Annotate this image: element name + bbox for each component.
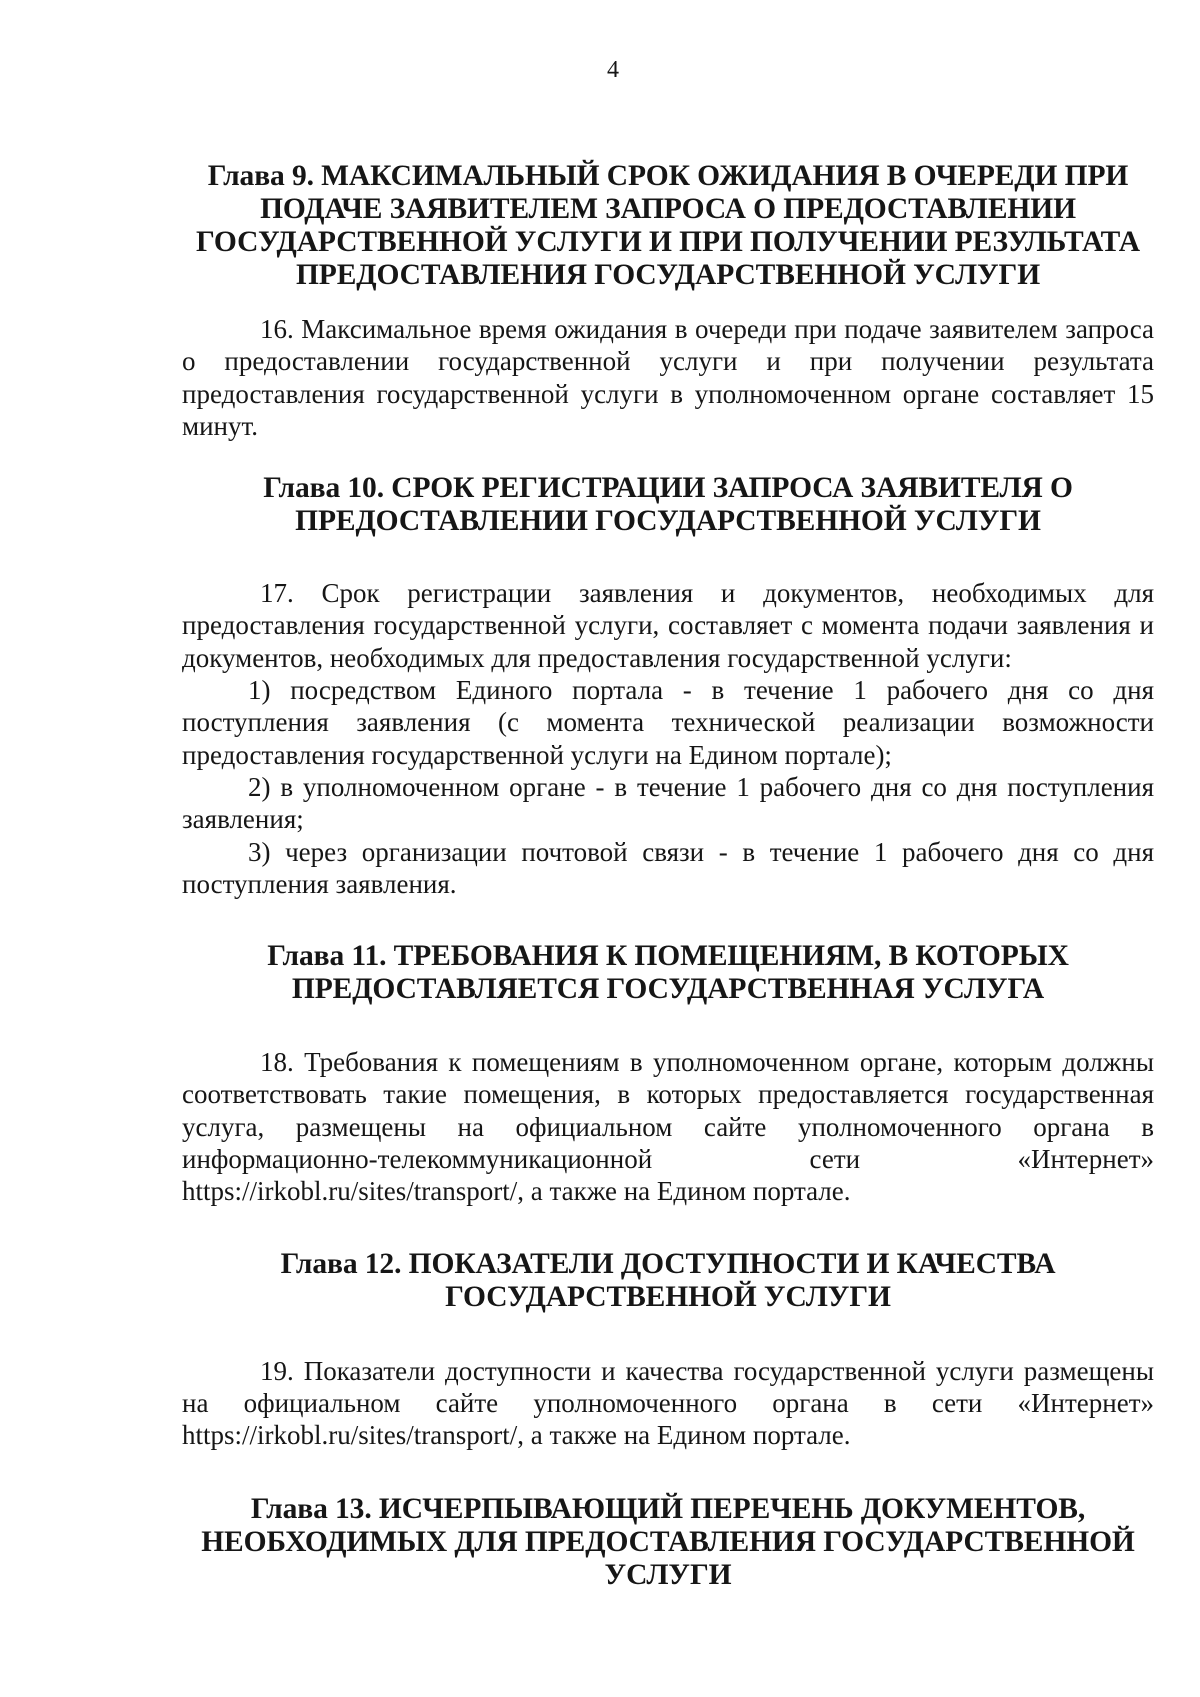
chapter-11	[182, 940, 1154, 1207]
transport-site-url: https://irkobl.ru/sites/transport/	[182, 1420, 518, 1451]
chapter-10-heading: Глава 10. СРОК РЕГИСТРАЦИИ ЗАПРОСА ЗАЯВИТЕЛЯ О ПРЕДОСТАВЛЕНИИ ГОСУДАРСТВЕННОЙ УСЛУГИ	[263, 472, 1073, 538]
paragraph-19-tail: , а также на Едином портале.	[517, 1420, 851, 1451]
paragraph-19-text: 19. Показатели доступности и качества государственной услуги размещены на официальном сайте уполномоченного органа в сети «Интернет»	[182, 1355, 1154, 1418]
chapter-11-heading: Глава 11. ТРЕБОВАНИЯ К ПОМЕЩЕНИЯМ, В КОТОРЫХ ПРЕДОСТАВЛЯЕТСЯ ГОСУДАРСТВЕННАЯ УСЛУГА	[267, 940, 1069, 1006]
paragraph-18-text: 18. Требования к помещениям в уполномоченном органе, которым должны соответствовать такие помещения, в которых предоставляется государственная услуга, размещены на официальном сайте уполномоченного органа в информационно-телекоммуникационной сети «Интернет»	[182, 1047, 1154, 1175]
paragraph-17: 17. Срок регистрации заявления и документов, необходимых для предоставления государственной услуги, составляет с момента подачи заявления и документов, необходимых для предоставления государственной услуги:	[182, 578, 1154, 673]
chapter-9	[182, 160, 1154, 442]
chapter-10	[182, 472, 1154, 900]
page-number: 4	[607, 57, 619, 83]
paragraph-19	[182, 1355, 1154, 1452]
chapter-13-heading: Глава 13. ИСЧЕРПЫВАЮЩИЙ ПЕРЕЧЕНЬ ДОКУМЕНТОВ, НЕОБХОДИМЫХ ДЛЯ ПРЕДОСТАВЛЕНИЯ ГОСУДАРСТВЕННОЙ УСЛУГИ	[201, 1492, 1135, 1591]
paragraph-18	[182, 1046, 1154, 1207]
paragraph-18-tail: , а также на Едином портале.	[517, 1176, 851, 1207]
paragraph-17-item-1: 1) посредством Единого портала - в течение 1 рабочего дня со дня поступления заявления (с момента технической реализации возможности предоставления государственной услуги на Едином портале);	[182, 675, 1154, 770]
chapter-12	[182, 1248, 1154, 1452]
document-body	[182, 160, 1154, 1592]
paragraph-17-item-2: 2) в уполномоченном органе - в течение 1 рабочего дня со дня поступления заявления;	[182, 771, 1154, 835]
chapter-9-heading: Глава 9. МАКСИМАЛЬНЫЙ СРОК ОЖИДАНИЯ В ОЧЕРЕДИ ПРИ ПОДАЧЕ ЗАЯВИТЕЛЕМ ЗАПРОСА О ПРЕДОСТАВЛЕНИИ ГОСУДАРСТВЕННОЙ УСЛУГИ И ПРИ ПОЛУЧЕНИИ РЕЗУЛЬТАТА ПРЕДОСТАВЛЕНИЯ ГОСУДАРСТВЕННОЙ УСЛУГИ	[196, 160, 1140, 291]
chapter-13	[182, 1493, 1154, 1592]
paragraph-17-item-3: 3) через организации почтовой связи - в течение 1 рабочего дня со дня поступления заявления.	[182, 836, 1154, 899]
paragraph-16: 16. Максимальное время ожидания в очереди при подаче заявителем запроса о предоставлении государственной услуги и при получении результата предоставления государственной услуги в уполномоченном органе составляет 15 минут.	[182, 314, 1154, 441]
transport-site-url: https://irkobl.ru/sites/transport/	[182, 1176, 518, 1207]
chapter-12-heading: Глава 12. ПОКАЗАТЕЛИ ДОСТУПНОСТИ И КАЧЕСТВА ГОСУДАРСТВЕННОЙ УСЛУГИ	[280, 1247, 1056, 1313]
